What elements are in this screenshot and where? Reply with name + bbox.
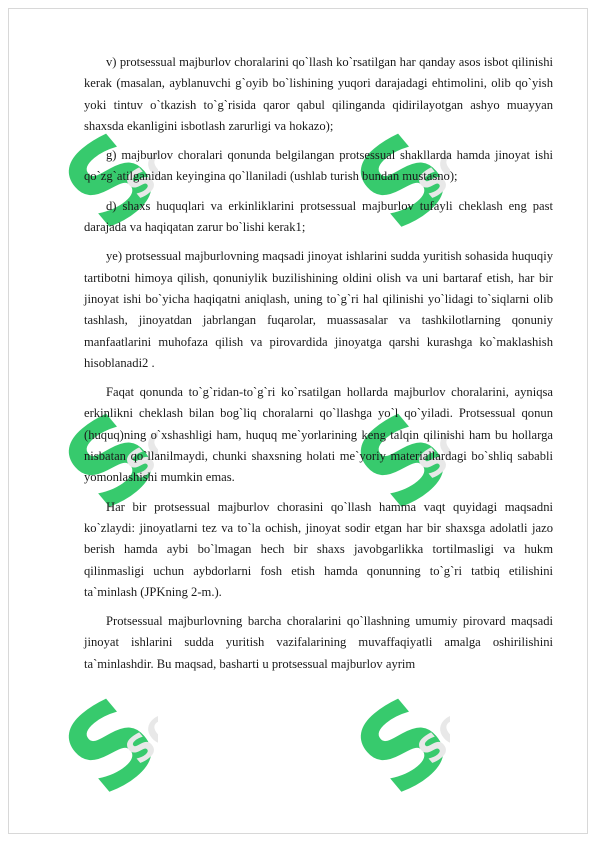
watermark-logo-icon [360,690,450,820]
paragraph-faqat: Faqat qonunda to`g`ridan-to`g`ri ko`rsatilgan hollarda majburlov choralarini, ayniqsa erkinlikni cheklash bilan bog`liq choralarni qo`llashga yo`l qo`yiladi. Protsessual qonun (huquq)ning o`xshashligi ham, huquq me`yorlarining keng talqin qilinishi ham bu hollarga nisbatan qo`llanilmaydi, chunki shaxsning holati me`yoriy materiallardagi bo`shliq sababli yomonlashishi mumkin emas. [84,385,553,485]
document-body [84,52,553,683]
svg-text:S: S [68,125,158,255]
svg-text:S: S [360,690,450,820]
svg-text:SOLIQ: SOLIQ [410,690,450,773]
paragraph-g: g) majburlov choralari qonunda belgilangan protsessual shakllarda hamda jinoyat ishi qo`zg`atilganidan keyingina qo`llaniladi (ushlab turish bundan mustasno); [84,148,553,184]
svg-text:SOLIQ: SOLIQ [410,405,450,488]
svg-text:S: S [68,405,158,535]
paragraph-d: d) shaxs huquqlari va erkinliklarini protsessual majburlov tufayli cheklash eng past darajada va haqiqatan zarur bo`lishi kerak1; [84,198,553,235]
paragraph-protsessual: Protsessual majburlovning barcha choralarini qo`llashning umumiy pirovard maqsadi jinoyat ishlarini sudda yuritish vazifalarining muvaffaqiyatli amalga oshirilishini ta`minlashdir. Bu maqsad, basharti u protsessual majburlov ayrim [84,614,553,671]
svg-text:SOLIQ: SOLIQ [410,125,450,208]
svg-text:SOLIQ: SOLIQ [118,690,158,773]
svg-text:S: S [360,125,450,255]
watermark-logo-icon [68,690,158,820]
paragraph-v: v) protsessual majburlov choralarini qo`llash ko`rsatilgan har qanday asos isbot qilinishi kerak (masalan, ayblanuvchi g`oyib bo`lishining yuqori darajadagi ehtimolini, olib qo`yish yoki tintuv o`tkazish to`g`risida qaror qabul qilinganda qidirilayotgan ashyo muayyan shaxsda ekanligini isbotlash zarurligi va hokazo); [84,55,553,133]
svg-text:SOLIQ: SOLIQ [118,125,158,208]
paragraph-har-bir: Har bir protsessual majburlov chorasini qo`llash hamma vaqt quyidagi maqsadni ko`zlaydi: jinoyatlarni tez va to`la ochish, jinoyat sodir etgan har bir shaxsga adolatli jazo berish hamda aybi bo`lmagan hech bir shaxs javobgarlikka tortilmasligi va hukm qilinmasligi uchun aybdorlarni fosh etish hamda qonunning to`g`ri tatbiq etilishini ta`minlash (JPKning 2-m.). [84,499,553,599]
svg-text:S: S [68,690,158,820]
paragraph-ye: ye) protsessual majburlovning maqsadi jinoyat ishlarini sudda yuritish sohasida huquqiy tartibotni himoya qilish, qonuniylik buzilishining oldini olish va uni bartaraf etish, har bir jinoyat ishi bo`yicha haqiqatni aniqlash, uning to`g`ri hal qilinishi yo`lidagi to`siqlarni olib tashlash, jinoyatdan jabrlangan fuqarolar, muassasalar va tashkilotlarning qonuniy manfaatlarini muhofaza qilish va pirovardida jinoyatga qarshi kurashga ko`maklashish hisoblanadi2 . [84,249,553,370]
svg-text:S: S [360,405,450,535]
svg-text:SOLIQ: SOLIQ [118,405,158,488]
